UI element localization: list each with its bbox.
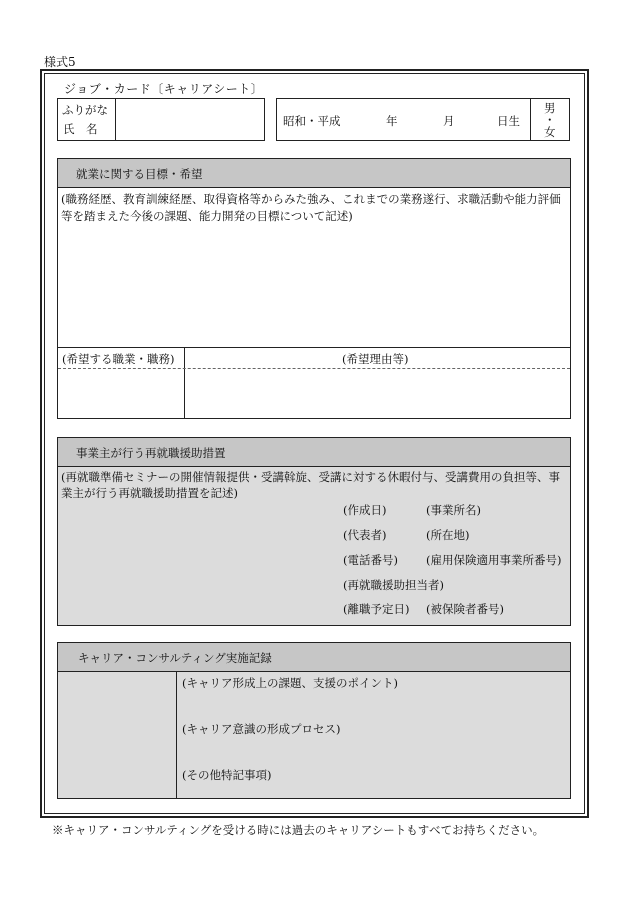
goals-header [58, 159, 570, 188]
field-insured-number[interactable]: (被保険者番号) [426, 602, 504, 616]
birth-month: 月 [443, 114, 455, 128]
field-address[interactable]: (所在地) [426, 528, 470, 542]
birth-era: 昭和・平成 [283, 114, 341, 128]
footnote: ※キャリア・コンサルティングを受ける時には過去のキャリアシートもすべてお持ちください。 [52, 823, 545, 837]
field-representative[interactable]: (代表者) [343, 528, 387, 542]
name-box [57, 98, 265, 141]
goals-header-title: 就業に関する目標・希望 [76, 167, 203, 181]
reemployment-header [58, 438, 570, 467]
goals-textarea[interactable] [60, 229, 568, 344]
field-office-name[interactable]: (事業所名) [426, 503, 481, 517]
goals-section [57, 158, 571, 419]
field-created-date[interactable]: (作成日) [343, 503, 387, 517]
career-issue-label: (キャリア形成上の課題、支援のポイント) [182, 676, 398, 690]
goals-instruction: (職務経歴、教育訓練経歴、取得資格等からみた強み、これまでの業務遂行、求職活動や能力評価等を踏まえた今後の課題、能力開発の目標について記述) [61, 192, 561, 223]
desired-job-input[interactable] [60, 371, 181, 415]
reemployment-section [57, 437, 571, 626]
field-phone[interactable]: (電話番号) [343, 553, 398, 567]
goals-dashed-line [58, 368, 570, 369]
career-notes-label: (その他特記事項) [182, 768, 272, 782]
birthdate-box[interactable] [276, 98, 570, 141]
name-label: 氏 名 [63, 122, 98, 136]
name-divider [115, 99, 116, 140]
career-consulting-header-title: キャリア・コンサルティング実施記録 [78, 651, 272, 665]
birth-divider [530, 99, 531, 140]
desired-reason-label: (希望理由等) [342, 352, 409, 366]
furigana-label: ふりがな [62, 103, 108, 117]
career-record-input[interactable] [180, 691, 566, 795]
birth-year: 年 [386, 114, 398, 128]
goals-col-divider [184, 347, 185, 418]
gender-separator: ・ [544, 113, 556, 127]
reemployment-header-title: 事業主が行う再就職援助措置 [76, 446, 226, 460]
goals-divider [58, 347, 570, 348]
gender-male[interactable]: 男 [544, 101, 556, 115]
gender-female[interactable]: 女 [544, 125, 556, 139]
card-title: ジョブ・カード〔キャリアシート〕 [64, 82, 264, 96]
career-consulting-header [58, 643, 570, 672]
career-awareness-label: (キャリア意識の形成プロセス) [182, 722, 341, 736]
field-reemployment-contact[interactable]: (再就職援助担当者) [343, 578, 444, 592]
desired-reason-input[interactable] [188, 371, 566, 415]
birth-day: 日生 [497, 114, 520, 128]
career-consulting-section [57, 642, 571, 799]
career-left-cell[interactable] [60, 675, 173, 795]
career-col-divider [176, 672, 177, 798]
form-id: 様式5 [44, 55, 76, 69]
field-insurance-office-number[interactable]: (雇用保険適用事業所番号) [426, 553, 562, 567]
desired-job-label: (希望する職業・職務) [62, 352, 175, 366]
field-separation-date[interactable]: (離職予定日) [343, 602, 410, 616]
reemployment-instruction: (再就職準備セミナーの開催情報提供・受講斡旋、受講に対する休暇付与、受講費用の負担等、事業主が行う再就職援助措置を記述) [61, 470, 560, 500]
name-input[interactable] [118, 101, 260, 137]
